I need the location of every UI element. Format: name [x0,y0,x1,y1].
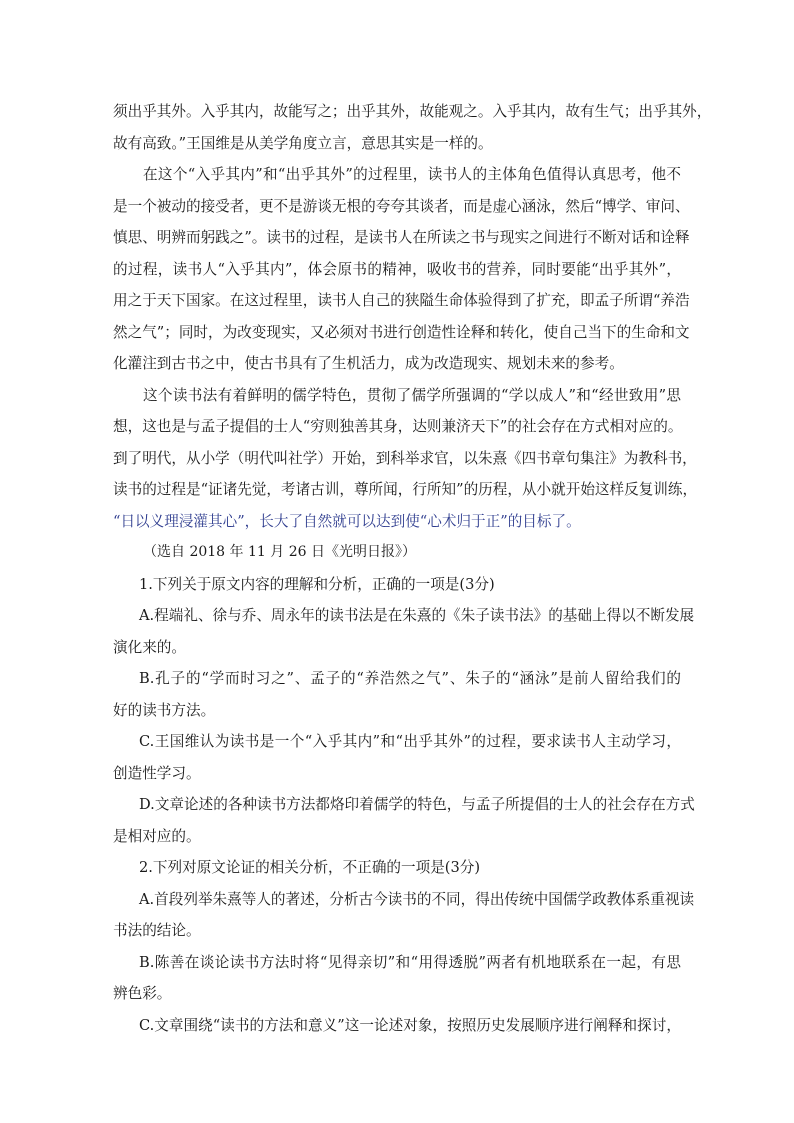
text-line: 须出乎其外。入乎其内，故能写之；出乎其外，故能观之。入乎其内，故有生气；出乎其外， [113,103,712,120]
question-2-option-b-cont: 辨色彩。 [113,985,172,1002]
source-citation: （选自 2018 年 11 月 26 日《光明日报》） [143,544,416,560]
highlighted-text-line: “日以义理浸灌其心”，长大了自然就可以达到使“心术归于正”的目标了。 [113,512,581,530]
text-line: 慎思、明辨而躬践之”。读书的过程，是读书人在所读之书与现实之间进行不断对话和诠释 [113,229,690,246]
question-1-option-c-cont: 创造性学习。 [113,764,201,782]
text-line: 读书的过程是“证诸先觉，考诸古训，尊所闻，行所知”的历程，从小就开始这样反复训练， [113,481,698,498]
question-1-option-d-cont: 是相对应的。 [113,827,201,845]
text-line: 到了明代，从小学（明代叫社学）开始，到科举求官，以朱熹《四书章句集注》为教科书， [113,449,697,467]
question-1-stem: 1.下列关于原文内容的理解和分析，正确的一项是(3分) [139,575,495,593]
text-line: 然之气”；同时，为改变现实，又必须对书进行创造性诠释和转化，使自己当下的生命和文 [113,323,690,341]
question-2-option-c: C.文章围绕“读书的方法和意义”这一论述对象，按照历史发展顺序进行阐释和探讨， [139,1016,681,1034]
question-2-stem: 2.下列对原文论证的相关分析，不正确的一项是(3分) [139,859,481,876]
text-line: 用之于天下国家。在这过程里，读书人自己的狭隘生命体验得到了扩充，即孟子所谓“养浩 [113,292,690,309]
question-1-option-b: B.孔子的“学而时习之”、孟子的“养浩然之气”、朱子的“涵泳”是前人留给我们的 [139,670,681,687]
text-line: 想，这也是与孟子提倡的士人“穷则独善其身，达则兼济天下”的社会存在方式相对应的。 [113,418,683,435]
question-1-option-d: D.文章论述的各种读书方法都烙印着儒学的特色，与孟子所提倡的士人的社会存在方式 [139,796,695,813]
question-1-option-b-cont: 好的读书方法。 [113,701,216,719]
question-2-option-a: A.首段列举朱熹等人的著述，分析古今读书的不同，得出传统中国儒学政教体系重视读 [139,890,695,908]
text-line: 是一个被动的接受者，更不是游谈无根的夸夸其谈者，而是虚心涵泳，然后“博学、审问、 [113,197,690,215]
paragraph-start: 这个读书法有着鲜明的儒学特色，贯彻了儒学所强调的“学以成人”和“经世致用”思 [143,386,681,404]
question-2-option-a-cont: 书法的结论。 [113,922,201,939]
text-line: 化灌注到古书之中，使古书具有了生机活力，成为改造现实、规划未来的参考。 [113,355,624,372]
text-line: 的过程，读书人“入乎其内”，体会原书的精神，吸收书的营养，同时要能“出乎其外”， [113,260,681,278]
article-body [113,96,712,1041]
paragraph-start: 在这个“入乎其内”和“出乎其外”的过程里，读书人的主体角色值得认真思考，他不 [143,166,681,183]
question-1-option-a-cont: 演化来的。 [113,638,186,656]
question-1-option-c: C.王国维认为读书是一个“入乎其内”和“出乎其外”的过程，要求读书人主动学习， [139,733,681,750]
question-1-option-a: A.程端礼、徐与乔、周永年的读书法是在朱熹的《朱子读书法》的基础上得以不断发展 [139,607,695,624]
question-2-option-b: B.陈善在谈论读书方法时将“见得亲切”和“用得透脱”两者有机地联系在一起，有思 [139,953,681,971]
text-line: 故有高致。”王国维是从美学角度立言，意思其实是一样的。 [113,134,493,152]
